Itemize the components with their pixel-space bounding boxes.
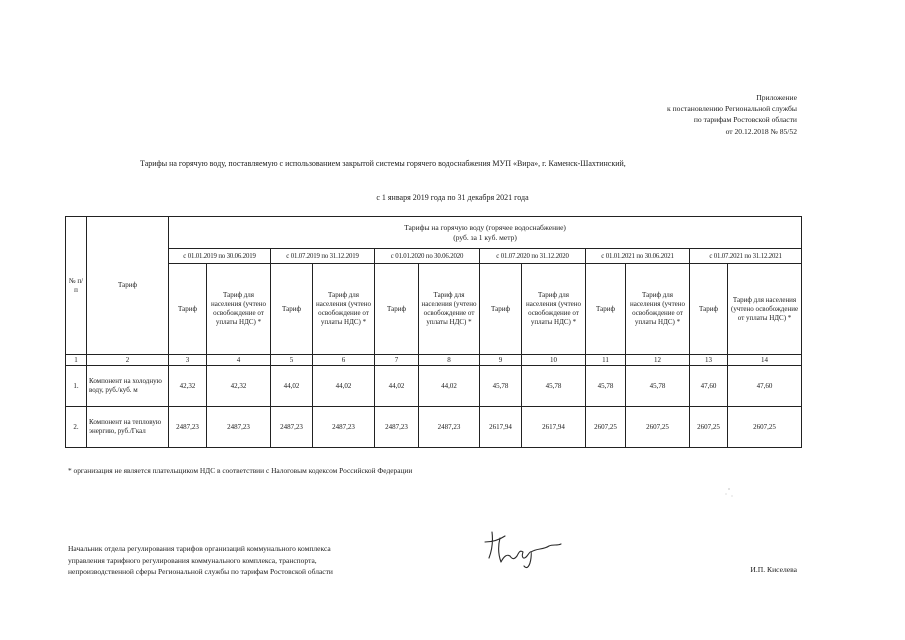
subheader-tariff: Тариф bbox=[169, 264, 207, 355]
scan-mark bbox=[722, 487, 736, 499]
table-cell: 45,78 bbox=[522, 366, 586, 407]
column-number: 7 bbox=[375, 355, 419, 366]
group-header-line: Тарифы на горячую воду (горячее водоснабжение) bbox=[404, 222, 566, 232]
group-header-unit: (руб. за 1 куб. метр) bbox=[453, 232, 517, 242]
period-header: с 01.07.2020 по 31.12.2020 bbox=[480, 249, 586, 264]
header-number: № п/п bbox=[66, 217, 87, 355]
column-number: 12 bbox=[626, 355, 690, 366]
table-cell: 2607,25 bbox=[728, 407, 802, 448]
group-header bbox=[169, 217, 802, 249]
subheader-population-tariff: Тариф для населения (учтено освобождение от уплаты НДС) * bbox=[728, 264, 802, 355]
row-number: 2. bbox=[66, 407, 87, 448]
table-cell: 2487,23 bbox=[271, 407, 313, 448]
subheader-tariff: Тариф bbox=[586, 264, 626, 355]
column-number: 5 bbox=[271, 355, 313, 366]
row-number: 1. bbox=[66, 366, 87, 407]
subheader-tariff: Тариф bbox=[690, 264, 728, 355]
table-cell: 44,02 bbox=[271, 366, 313, 407]
appendix-header bbox=[667, 92, 797, 137]
table-cell: 45,78 bbox=[586, 366, 626, 407]
document-title: Тарифы на горячую воду, поставляемую с использованием закрытой системы горячего водоснабжения МУП «Вира», г. Каменск-Шахтинский, bbox=[140, 159, 626, 168]
table-cell: 45,78 bbox=[480, 366, 522, 407]
table-cell: 44,02 bbox=[375, 366, 419, 407]
table-cell: 42,32 bbox=[169, 366, 207, 407]
header-tariff: Тариф bbox=[87, 217, 169, 355]
subheader-tariff: Тариф bbox=[480, 264, 522, 355]
column-number: 10 bbox=[522, 355, 586, 366]
column-number: 13 bbox=[690, 355, 728, 366]
table-cell: 47,60 bbox=[690, 366, 728, 407]
subheader-population-tariff: Тариф для населения (учтено освобождение от уплаты НДС) * bbox=[313, 264, 375, 355]
table-cell: 2487,23 bbox=[375, 407, 419, 448]
signature-position bbox=[68, 543, 333, 578]
table-cell: 44,02 bbox=[419, 366, 480, 407]
subheader-population-tariff: Тариф для населения (учтено освобождение от уплаты НДС) * bbox=[626, 264, 690, 355]
period-header: с 01.01.2019 по 30.06.2019 bbox=[169, 249, 271, 264]
table-cell: 2487,23 bbox=[419, 407, 480, 448]
appendix-line: к постановлению Региональной службы bbox=[666, 104, 797, 114]
position-line: управления тарифного регулирования коммунального комплекса, транспорта, bbox=[68, 555, 317, 565]
subheader-population-tariff: Тариф для населения (учтено освобождение от уплаты НДС) * bbox=[207, 264, 271, 355]
document-period: с 1 января 2019 года по 31 декабря 2021 года bbox=[376, 193, 529, 202]
period-header: с 01.07.2021 по 31.12.2021 bbox=[690, 249, 802, 264]
position-line: Начальник отдела регулирования тарифов организаций коммунального комплекса bbox=[68, 544, 331, 553]
column-number: 14 bbox=[728, 355, 802, 366]
column-number: 6 bbox=[313, 355, 375, 366]
period-header: с 01.01.2021 по 30.06.2021 bbox=[586, 249, 690, 264]
table-cell: 2617,94 bbox=[522, 407, 586, 448]
appendix-line: от 20.12.2018 № 85/52 bbox=[725, 126, 797, 136]
column-number: 9 bbox=[480, 355, 522, 366]
tariff-table bbox=[65, 216, 802, 448]
signer-name: И.П. Киселева bbox=[750, 565, 797, 574]
table-cell: 2487,23 bbox=[313, 407, 375, 448]
handwritten-signature bbox=[483, 528, 563, 570]
row-name: Компонент на холодную воду, руб./куб. м bbox=[87, 366, 169, 407]
table-cell: 2607,25 bbox=[586, 407, 626, 448]
period-header: с 01.01.2020 по 30.06.2020 bbox=[375, 249, 480, 264]
table-cell: 44,02 bbox=[313, 366, 375, 407]
column-number: 8 bbox=[419, 355, 480, 366]
subheader-tariff: Тариф bbox=[375, 264, 419, 355]
appendix-line: по тарифам Ростовской области bbox=[693, 115, 797, 125]
table-cell: 2617,94 bbox=[480, 407, 522, 448]
table-cell: 47,60 bbox=[728, 366, 802, 407]
row-name: Компонент на тепловую энергию, руб./Гкал bbox=[87, 407, 169, 448]
table-cell: 2487,23 bbox=[169, 407, 207, 448]
subheader-tariff: Тариф bbox=[271, 264, 313, 355]
subheader-population-tariff: Тариф для населения (учтено освобождение от уплаты НДС) * bbox=[419, 264, 480, 355]
table-row bbox=[66, 407, 802, 448]
table-cell: 42,32 bbox=[207, 366, 271, 407]
table-cell: 2607,25 bbox=[690, 407, 728, 448]
column-number: 1 bbox=[66, 355, 87, 366]
position-line: непроизводственной сферы Региональной службы по тарифам Ростовской области bbox=[68, 567, 333, 577]
column-number: 2 bbox=[87, 355, 169, 366]
table-cell: 2487,23 bbox=[207, 407, 271, 448]
footnote: * организация не является плательщиком НДС в соответствии с Налоговым кодексом Российской Федерации bbox=[68, 466, 413, 475]
appendix-line: Приложение bbox=[756, 93, 797, 102]
table-cell: 2607,25 bbox=[626, 407, 690, 448]
subheader-population-tariff: Тариф для населения (учтено освобождение от уплаты НДС) * bbox=[522, 264, 586, 355]
column-number: 3 bbox=[169, 355, 207, 366]
period-header: с 01.07.2019 по 31.12.2019 bbox=[271, 249, 375, 264]
column-number: 4 bbox=[207, 355, 271, 366]
table-row bbox=[66, 366, 802, 407]
table-cell: 45,78 bbox=[626, 366, 690, 407]
column-number: 11 bbox=[586, 355, 626, 366]
